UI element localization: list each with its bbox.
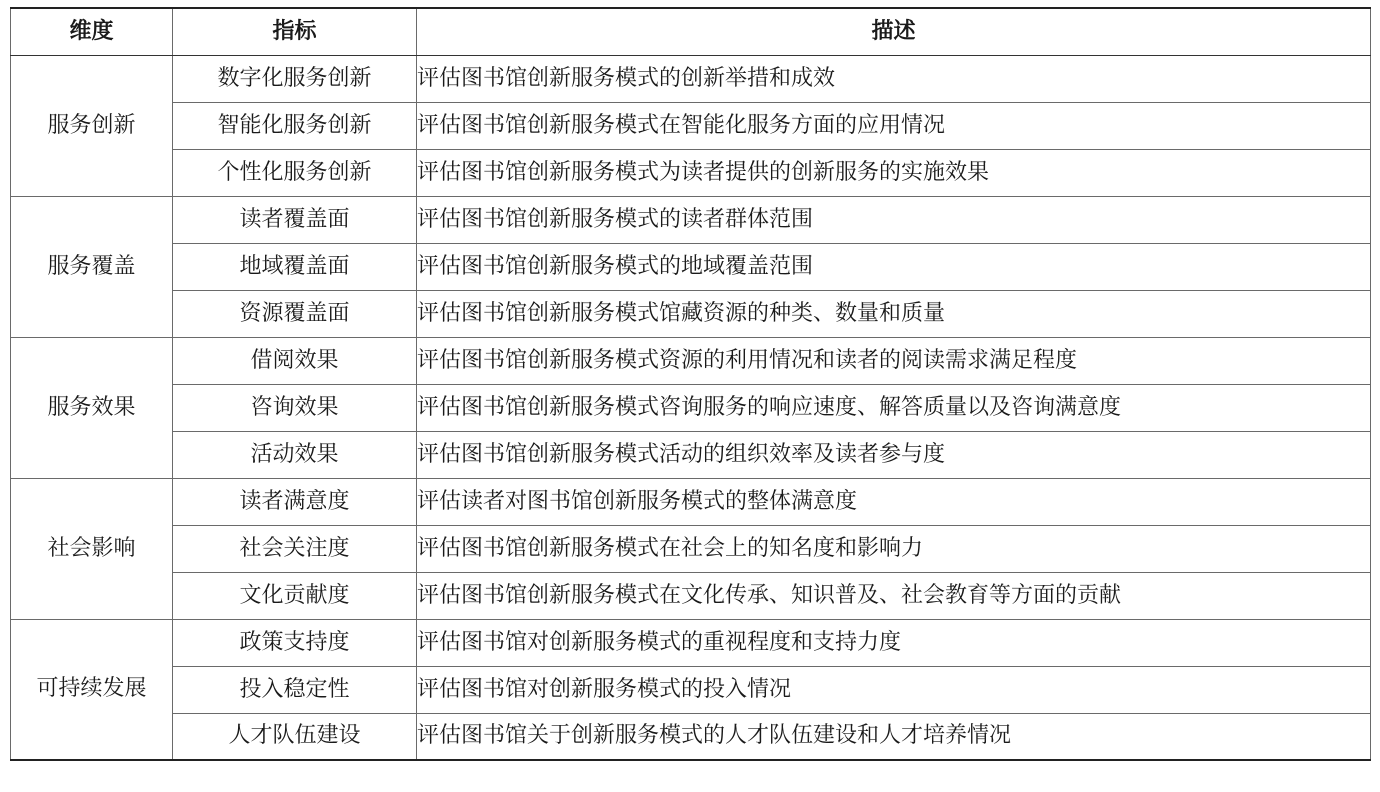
description-cell: 评估图书馆创新服务模式馆藏资源的种类、数量和质量 <box>417 290 1371 337</box>
indicator-cell: 社会关注度 <box>173 525 417 572</box>
description-cell: 评估图书馆对创新服务模式的重视程度和支持力度 <box>417 619 1371 666</box>
table-row <box>11 196 1371 243</box>
table-row <box>11 431 1371 478</box>
table-row <box>11 290 1371 337</box>
indicator-cell: 智能化服务创新 <box>173 102 417 149</box>
table-row <box>11 384 1371 431</box>
dimension-cell: 社会影响 <box>11 478 173 619</box>
description-cell: 评估图书馆创新服务模式在社会上的知名度和影响力 <box>417 525 1371 572</box>
table-row <box>11 102 1371 149</box>
description-cell: 评估图书馆对创新服务模式的投入情况 <box>417 666 1371 713</box>
table-row <box>11 572 1371 619</box>
table-row <box>11 55 1371 102</box>
description-cell: 评估图书馆创新服务模式资源的利用情况和读者的阅读需求满足程度 <box>417 337 1371 384</box>
description-cell: 评估图书馆创新服务模式活动的组织效率及读者参与度 <box>417 431 1371 478</box>
description-cell: 评估图书馆创新服务模式咨询服务的响应速度、解答质量以及咨询满意度 <box>417 384 1371 431</box>
description-cell: 评估图书馆创新服务模式的创新举措和成效 <box>417 55 1371 102</box>
description-cell: 评估图书馆关于创新服务模式的人才队伍建设和人才培养情况 <box>417 713 1371 760</box>
description-cell: 评估图书馆创新服务模式的地域覆盖范围 <box>417 243 1371 290</box>
table-row <box>11 713 1371 760</box>
table-row <box>11 337 1371 384</box>
description-cell: 评估图书馆创新服务模式在智能化服务方面的应用情况 <box>417 102 1371 149</box>
description-cell: 评估图书馆创新服务模式在文化传承、知识普及、社会教育等方面的贡献 <box>417 572 1371 619</box>
header-description: 描述 <box>417 8 1371 55</box>
header-row <box>11 8 1371 55</box>
indicator-cell: 活动效果 <box>173 431 417 478</box>
dimension-cell: 服务覆盖 <box>11 196 173 337</box>
indicator-cell: 咨询效果 <box>173 384 417 431</box>
table-row <box>11 619 1371 666</box>
table-row <box>11 525 1371 572</box>
description-cell: 评估读者对图书馆创新服务模式的整体满意度 <box>417 478 1371 525</box>
indicator-cell: 人才队伍建设 <box>173 713 417 760</box>
table-row <box>11 478 1371 525</box>
indicator-cell: 政策支持度 <box>173 619 417 666</box>
indicator-cell: 数字化服务创新 <box>173 55 417 102</box>
indicator-cell: 借阅效果 <box>173 337 417 384</box>
evaluation-table <box>10 7 1371 761</box>
description-cell: 评估图书馆创新服务模式为读者提供的创新服务的实施效果 <box>417 149 1371 196</box>
indicator-cell: 个性化服务创新 <box>173 149 417 196</box>
header-dimension: 维度 <box>11 8 173 55</box>
dimension-cell: 服务创新 <box>11 55 173 196</box>
table-row <box>11 149 1371 196</box>
dimension-cell: 服务效果 <box>11 337 173 478</box>
table-row <box>11 666 1371 713</box>
table-row <box>11 243 1371 290</box>
header-indicator: 指标 <box>173 8 417 55</box>
indicator-cell: 资源覆盖面 <box>173 290 417 337</box>
indicator-cell: 地域覆盖面 <box>173 243 417 290</box>
dimension-cell: 可持续发展 <box>11 619 173 760</box>
indicator-cell: 读者覆盖面 <box>173 196 417 243</box>
description-cell: 评估图书馆创新服务模式的读者群体范围 <box>417 196 1371 243</box>
indicator-cell: 投入稳定性 <box>173 666 417 713</box>
indicator-cell: 文化贡献度 <box>173 572 417 619</box>
indicator-cell: 读者满意度 <box>173 478 417 525</box>
